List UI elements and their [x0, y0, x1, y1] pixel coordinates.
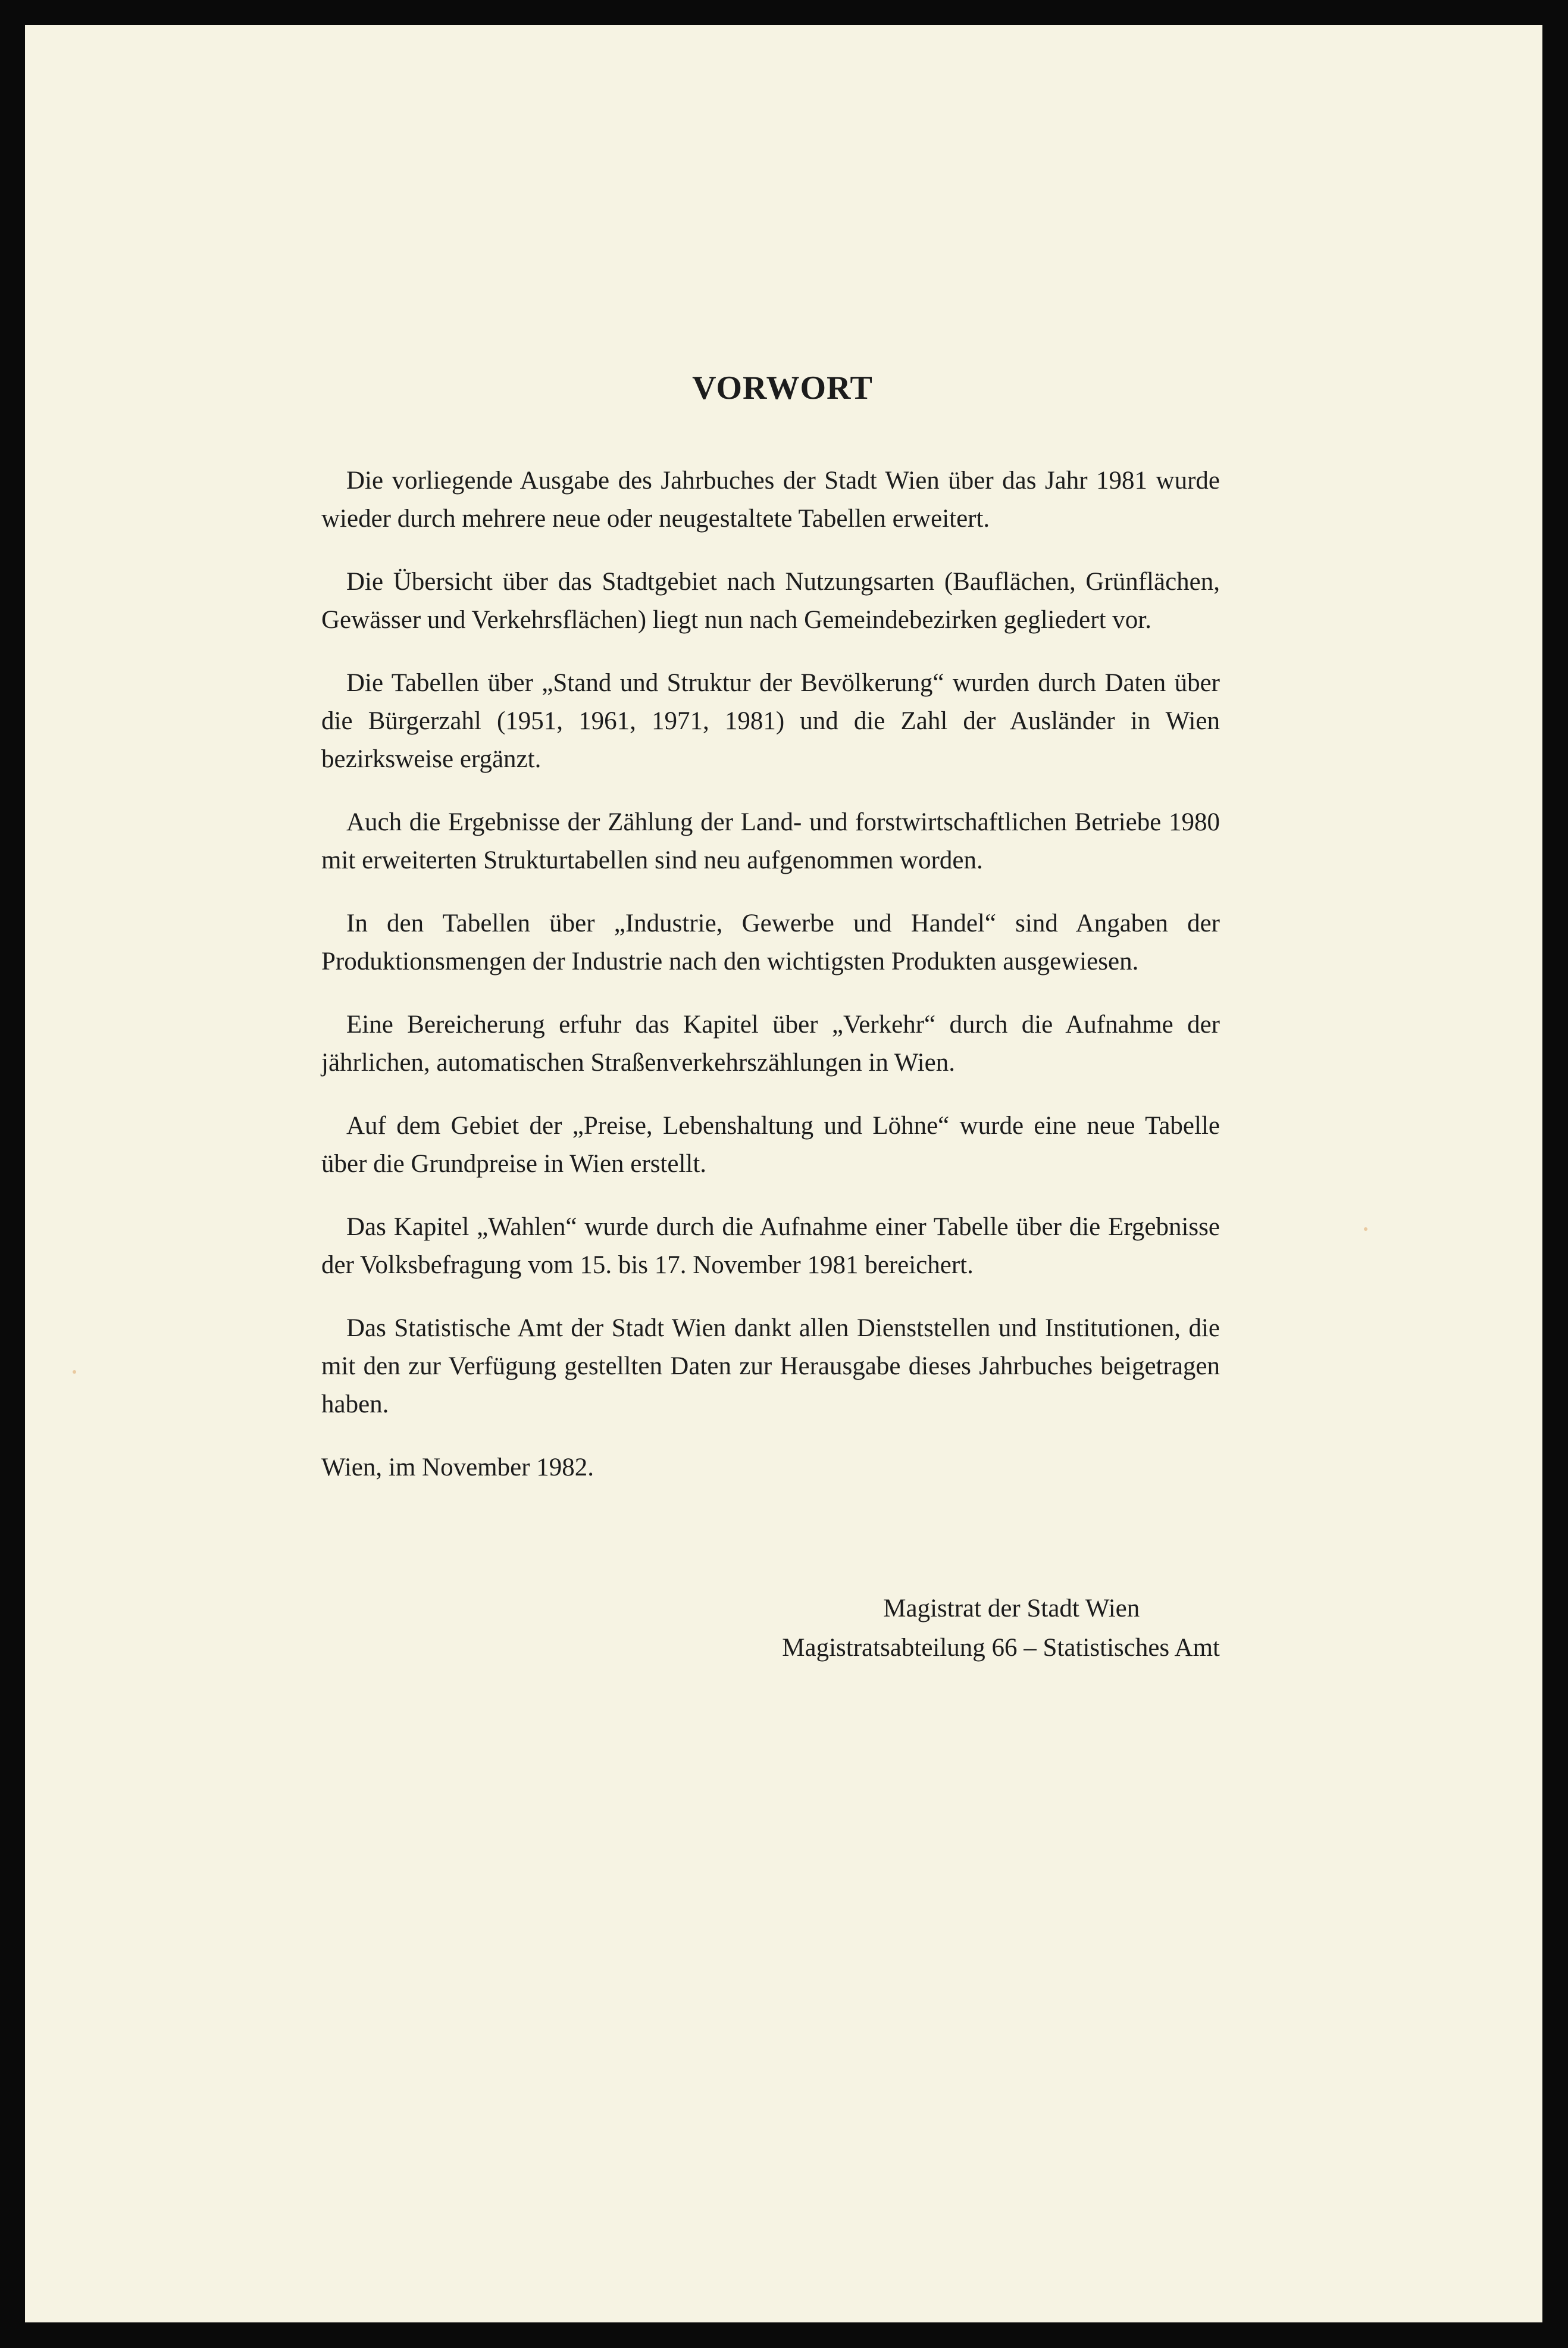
page-title: VORWORT	[692, 370, 873, 407]
place-date: Wien, im November 1982.	[321, 1453, 594, 1481]
paragraph: Auf dem Gebiet der „Preise, Lebenshaltung und Löhne“ wurde eine neue Tabelle über die Grundpreise in Wien erstellt.	[321, 1112, 1220, 1178]
paragraph: Die Tabellen über „Stand und Struktur der Bevölkerung“ wurden durch Daten über die Bürgerzahl (1951, 1961, 1971, 1981) und die Zahl der Ausländer in Wien bezirksweise ergänzt.	[321, 669, 1220, 773]
signature-line-2: Magistratsabteilung 66 – Statistisches Amt	[782, 1634, 1220, 1662]
paragraph: Das Kapitel „Wahlen“ wurde durch die Aufnahme einer Tabelle über die Ergebnisse der Volksbefragung vom 15. bis 17. November 1981 bereichert.	[321, 1213, 1220, 1279]
paragraph: Die Übersicht über das Stadtgebiet nach Nutzungsarten (Bauflächen, Grünflächen, Gewässer und Verkehrsflächen) liegt nun nach Gemeindebezirken gegliedert vor.	[321, 568, 1220, 634]
paper-speck	[73, 1370, 76, 1374]
document-body	[321, 369, 1220, 1662]
paper-speck	[1364, 1227, 1367, 1231]
paragraph: Auch die Ergebnisse der Zählung der Land- und forstwirtschaftlichen Betriebe 1980 mit erweiterten Strukturtabellen sind neu aufgenommen worden.	[321, 808, 1220, 874]
paragraph: In den Tabellen über „Industrie, Gewerbe und Handel“ sind Angaben der Produktionsmengen der Industrie nach den wichtigsten Produkten ausgewiesen.	[321, 909, 1220, 976]
paragraph: Die vorliegende Ausgabe des Jahrbuches der Stadt Wien über das Jahr 1981 wurde wieder durch mehrere neue oder neugestaltete Tabellen erweitert.	[321, 467, 1220, 533]
paragraph: Eine Bereicherung erfuhr das Kapitel über „Verkehr“ durch die Aufnahme der jährlichen, automatischen Straßenverkehrszählungen in Wien.	[321, 1011, 1220, 1077]
signature-line-1: Magistrat der Stadt Wien	[883, 1594, 1140, 1622]
signature-block	[782, 1589, 1220, 1668]
paragraph: Das Statistische Amt der Stadt Wien dankt allen Dienststellen und Institutionen, die mit den zur Verfügung gestellten Daten zur Herausgabe dieses Jahrbuches beigetragen haben.	[321, 1314, 1220, 1418]
